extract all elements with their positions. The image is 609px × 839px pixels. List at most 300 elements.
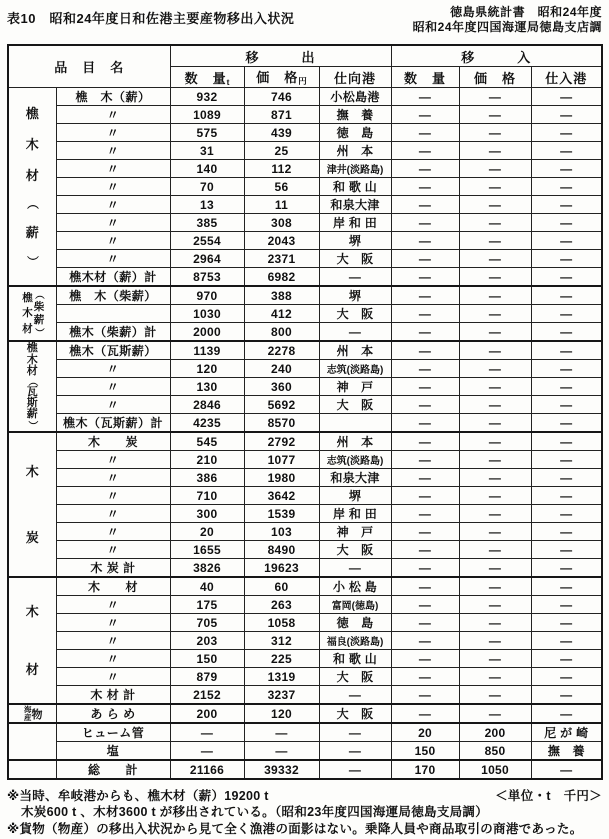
out-quantity-cell: 150 bbox=[170, 650, 244, 668]
out-price-cell: 312 bbox=[244, 632, 319, 650]
out-price-cell: 1980 bbox=[244, 469, 319, 487]
out-quantity-cell: 386 bbox=[170, 469, 244, 487]
in-price-cell: — bbox=[459, 668, 531, 686]
in-price-cell: — bbox=[459, 341, 531, 360]
in-quantity-cell: 170 bbox=[391, 760, 459, 779]
item-name-cell bbox=[56, 305, 170, 323]
table-row bbox=[8, 396, 602, 414]
table-row bbox=[8, 323, 602, 342]
group-label: 樵 木 材 （ 薪 ） bbox=[25, 105, 39, 268]
shipments-table bbox=[7, 44, 603, 780]
in-quantity-cell: 150 bbox=[391, 742, 459, 761]
in-port-cell: — bbox=[531, 487, 602, 505]
out-price-cell: 412 bbox=[244, 305, 319, 323]
out-quantity-cell: 21166 bbox=[170, 760, 244, 779]
out-quantity-cell: 40 bbox=[170, 577, 244, 596]
out-port-cell: 岸 和 田 bbox=[319, 505, 391, 523]
in-quantity-cell: — bbox=[391, 577, 459, 596]
group-label: 木 炭 bbox=[25, 463, 39, 546]
footnote-3: ※貨物（物産）の移出入状況から見て全く漁港の面影はない。乗降人員や商品取引の商港であった。 bbox=[7, 821, 583, 836]
out-quantity-cell: 120 bbox=[170, 360, 244, 378]
out-quantity-cell: 2152 bbox=[170, 686, 244, 705]
in-price-cell: 1050 bbox=[459, 760, 531, 779]
in-quantity-cell: — bbox=[391, 214, 459, 232]
in-port-cell: — bbox=[531, 469, 602, 487]
in-port-cell: — bbox=[531, 432, 602, 451]
in-port-cell: — bbox=[531, 378, 602, 396]
in-port-cell: 尼 が 崎 bbox=[531, 723, 602, 742]
group-label-cell bbox=[8, 760, 56, 779]
item-name-cell: 〃 bbox=[56, 124, 170, 142]
page-title: 表10 昭和24年度日和佐港主要産物移出入状況 bbox=[7, 11, 295, 26]
out-quantity-cell: 932 bbox=[170, 88, 244, 106]
out-price-cell: 19623 bbox=[244, 559, 319, 578]
table-body bbox=[8, 88, 602, 780]
item-name-cell: 〃 bbox=[56, 451, 170, 469]
group-label-cell bbox=[8, 723, 56, 760]
out-port-cell: 州 本 bbox=[319, 432, 391, 451]
group-label: 木 材 bbox=[25, 604, 39, 677]
out-port-cell: 大 阪 bbox=[319, 668, 391, 686]
out-quantity-cell: — bbox=[170, 742, 244, 761]
in-port-cell: — bbox=[531, 268, 602, 287]
header-out-port: 仕向港 bbox=[319, 67, 391, 88]
table-row bbox=[8, 632, 602, 650]
in-price-cell: — bbox=[459, 323, 531, 342]
in-price-cell: — bbox=[459, 487, 531, 505]
item-name-cell: 〃 bbox=[56, 250, 170, 268]
in-quantity-cell: — bbox=[391, 142, 459, 160]
out-quantity-cell: 203 bbox=[170, 632, 244, 650]
in-port-cell: — bbox=[531, 523, 602, 541]
out-price-cell: 800 bbox=[244, 323, 319, 342]
out-price-cell: 3237 bbox=[244, 686, 319, 705]
out-port-cell: 撫 養 bbox=[319, 106, 391, 124]
in-quantity-cell: — bbox=[391, 596, 459, 614]
out-price-cell: 240 bbox=[244, 360, 319, 378]
in-price-cell: — bbox=[459, 541, 531, 559]
in-port-cell: — bbox=[531, 323, 602, 342]
item-name-cell: 樵木（瓦斯薪） bbox=[56, 341, 170, 360]
out-price-cell: — bbox=[244, 742, 319, 761]
out-price-cell: — bbox=[244, 723, 319, 742]
header-outbound-group: 移 出 bbox=[170, 45, 391, 67]
in-quantity-cell: — bbox=[391, 196, 459, 214]
item-name-cell: 〃 bbox=[56, 650, 170, 668]
out-price-cell: 746 bbox=[244, 88, 319, 106]
out-port-cell: 和 歌 山 bbox=[319, 178, 391, 196]
out-port-cell bbox=[319, 414, 391, 433]
in-price-cell: — bbox=[459, 596, 531, 614]
in-quantity-cell: — bbox=[391, 286, 459, 305]
out-quantity-cell: — bbox=[170, 723, 244, 742]
in-price-cell: — bbox=[459, 704, 531, 723]
table-row bbox=[8, 541, 602, 559]
in-quantity-cell: — bbox=[391, 432, 459, 451]
in-port-cell: — bbox=[531, 614, 602, 632]
out-port-cell: 神 戸 bbox=[319, 378, 391, 396]
in-price-cell: — bbox=[459, 124, 531, 142]
out-price-cell: 1058 bbox=[244, 614, 319, 632]
out-port-cell: 堺 bbox=[319, 232, 391, 250]
item-name-cell: ヒューム管 bbox=[56, 723, 170, 742]
out-port-cell: 徳 島 bbox=[319, 124, 391, 142]
in-quantity-cell: — bbox=[391, 305, 459, 323]
group-label-cell bbox=[8, 704, 56, 723]
in-quantity-cell: — bbox=[391, 487, 459, 505]
table-row bbox=[8, 432, 602, 451]
out-price-cell: 8490 bbox=[244, 541, 319, 559]
in-quantity-cell: — bbox=[391, 505, 459, 523]
group-label-cell bbox=[8, 286, 56, 341]
out-quantity-cell: 4235 bbox=[170, 414, 244, 433]
out-price-cell: 308 bbox=[244, 214, 319, 232]
out-quantity-cell: 385 bbox=[170, 214, 244, 232]
in-price-cell: — bbox=[459, 142, 531, 160]
out-port-cell: — bbox=[319, 268, 391, 287]
item-name-cell: 〃 bbox=[56, 487, 170, 505]
in-quantity-cell: — bbox=[391, 704, 459, 723]
out-port-cell: — bbox=[319, 723, 391, 742]
in-price-cell: — bbox=[459, 577, 531, 596]
group-label: 樵 木 材 （ 瓦 斯 薪 ） bbox=[26, 342, 38, 431]
in-price-cell: — bbox=[459, 451, 531, 469]
out-price-cell: 1319 bbox=[244, 668, 319, 686]
header-in-quantity: 数 量 bbox=[391, 67, 459, 88]
source-line-1: 徳島県統計書 昭和24年度 bbox=[450, 5, 602, 19]
out-quantity-cell: 710 bbox=[170, 487, 244, 505]
in-price-cell: — bbox=[459, 286, 531, 305]
out-port-cell: 徳 島 bbox=[319, 614, 391, 632]
in-price-cell: — bbox=[459, 214, 531, 232]
item-name-cell: 〃 bbox=[56, 632, 170, 650]
out-port-cell: — bbox=[319, 742, 391, 761]
in-port-cell: — bbox=[531, 414, 602, 433]
out-port-cell: 大 阪 bbox=[319, 396, 391, 414]
in-port-cell: — bbox=[531, 305, 602, 323]
out-quantity-cell: 2000 bbox=[170, 323, 244, 342]
table-row bbox=[8, 487, 602, 505]
item-name-cell: 木 材 bbox=[56, 577, 170, 596]
out-price-cell: 60 bbox=[244, 577, 319, 596]
in-quantity-cell: — bbox=[391, 523, 459, 541]
out-quantity-cell: 130 bbox=[170, 378, 244, 396]
out-quantity-cell: 3826 bbox=[170, 559, 244, 578]
out-price-cell: 871 bbox=[244, 106, 319, 124]
in-port-cell: — bbox=[531, 160, 602, 178]
item-name-cell: 〃 bbox=[56, 360, 170, 378]
in-price-cell: — bbox=[459, 378, 531, 396]
out-price-cell: 8570 bbox=[244, 414, 319, 433]
out-port-cell: 堺 bbox=[319, 286, 391, 305]
item-name-cell: 樵木（瓦斯薪）計 bbox=[56, 414, 170, 433]
out-port-cell: 和泉大津 bbox=[319, 469, 391, 487]
in-port-cell: — bbox=[531, 686, 602, 705]
in-port-cell: — bbox=[531, 250, 602, 268]
item-name-cell: 〃 bbox=[56, 232, 170, 250]
in-price-cell: — bbox=[459, 432, 531, 451]
item-name-cell: 樵木材（薪）計 bbox=[56, 268, 170, 287]
source-attribution bbox=[413, 5, 602, 35]
out-quantity-cell: 8753 bbox=[170, 268, 244, 287]
in-quantity-cell: 20 bbox=[391, 723, 459, 742]
out-price-cell: 11 bbox=[244, 196, 319, 214]
in-quantity-cell: — bbox=[391, 632, 459, 650]
in-port-cell: — bbox=[531, 505, 602, 523]
item-name-cell: あ ら め bbox=[56, 704, 170, 723]
table-row bbox=[8, 142, 602, 160]
in-quantity-cell: — bbox=[391, 250, 459, 268]
in-price-cell: — bbox=[459, 88, 531, 106]
item-name-cell: 〃 bbox=[56, 378, 170, 396]
out-quantity-cell: 31 bbox=[170, 142, 244, 160]
in-price-cell: — bbox=[459, 414, 531, 433]
out-price-cell: 1077 bbox=[244, 451, 319, 469]
item-name-cell: 樵 木（薪） bbox=[56, 88, 170, 106]
out-price-cell: 2792 bbox=[244, 432, 319, 451]
out-quantity-cell: 2964 bbox=[170, 250, 244, 268]
table-row bbox=[8, 232, 602, 250]
out-quantity-cell: 1139 bbox=[170, 341, 244, 360]
table-row bbox=[8, 668, 602, 686]
in-price-cell: 200 bbox=[459, 723, 531, 742]
table-row bbox=[8, 88, 602, 106]
out-port-cell: — bbox=[319, 559, 391, 578]
in-port-cell: — bbox=[531, 232, 602, 250]
in-port-cell: — bbox=[531, 650, 602, 668]
out-port-cell: 大 阪 bbox=[319, 541, 391, 559]
out-port-cell: 小 松 島 bbox=[319, 577, 391, 596]
in-port-cell: — bbox=[531, 577, 602, 596]
out-price-cell: 2043 bbox=[244, 232, 319, 250]
in-quantity-cell: — bbox=[391, 160, 459, 178]
item-name-cell: 〃 bbox=[56, 214, 170, 232]
out-quantity-cell: 13 bbox=[170, 196, 244, 214]
table-row bbox=[8, 704, 602, 723]
in-quantity-cell: — bbox=[391, 341, 459, 360]
out-price-cell: 2278 bbox=[244, 341, 319, 360]
item-name-cell: 〃 bbox=[56, 160, 170, 178]
in-price-cell: — bbox=[459, 232, 531, 250]
in-price-cell: 850 bbox=[459, 742, 531, 761]
page-header bbox=[7, 5, 602, 35]
out-port-cell: 富岡(徳島) bbox=[319, 596, 391, 614]
in-quantity-cell: — bbox=[391, 396, 459, 414]
table-row bbox=[8, 723, 602, 742]
out-quantity-cell: 140 bbox=[170, 160, 244, 178]
header-in-port: 仕入港 bbox=[531, 67, 602, 88]
out-port-cell: 和泉大津 bbox=[319, 196, 391, 214]
out-quantity-cell: 575 bbox=[170, 124, 244, 142]
out-quantity-cell: 20 bbox=[170, 523, 244, 541]
out-port-cell: 小松島港 bbox=[319, 88, 391, 106]
item-name-cell: 〃 bbox=[56, 523, 170, 541]
out-port-cell: 大 阪 bbox=[319, 250, 391, 268]
out-price-cell: 112 bbox=[244, 160, 319, 178]
table-row bbox=[8, 214, 602, 232]
item-name-cell: 〃 bbox=[56, 668, 170, 686]
in-port-cell: — bbox=[531, 559, 602, 578]
in-price-cell: — bbox=[459, 360, 531, 378]
group-label-cell bbox=[8, 577, 56, 704]
header-out-quantity: 数 量t bbox=[170, 67, 244, 88]
out-quantity-cell: 2554 bbox=[170, 232, 244, 250]
in-port-cell: — bbox=[531, 178, 602, 196]
out-quantity-cell: 545 bbox=[170, 432, 244, 451]
in-port-cell: — bbox=[531, 124, 602, 142]
in-port-cell: — bbox=[531, 760, 602, 779]
table-row bbox=[8, 577, 602, 596]
table-row bbox=[8, 650, 602, 668]
footnote-2: 木炭600 t 、木材3600 t が移出されている。（昭和23年度四国海運局徳島支局調） bbox=[21, 805, 489, 820]
in-port-cell: — bbox=[531, 632, 602, 650]
in-quantity-cell: — bbox=[391, 668, 459, 686]
in-port-cell: — bbox=[531, 451, 602, 469]
in-quantity-cell: — bbox=[391, 650, 459, 668]
table-row bbox=[8, 760, 602, 779]
in-quantity-cell: — bbox=[391, 686, 459, 705]
header-out-price: 価 格円 bbox=[244, 67, 319, 88]
out-port-cell: — bbox=[319, 686, 391, 705]
in-quantity-cell: — bbox=[391, 268, 459, 287]
out-port-cell: 神 戸 bbox=[319, 523, 391, 541]
item-name-cell: 樵木（柴薪）計 bbox=[56, 323, 170, 342]
in-price-cell: — bbox=[459, 614, 531, 632]
out-price-cell: 120 bbox=[244, 704, 319, 723]
out-price-cell: 388 bbox=[244, 286, 319, 305]
in-port-cell: — bbox=[531, 88, 602, 106]
table-row bbox=[8, 196, 602, 214]
group-label: 樵 木 材 （ 柴 薪 ） bbox=[22, 290, 45, 337]
in-price-cell: — bbox=[459, 305, 531, 323]
in-quantity-cell: — bbox=[391, 178, 459, 196]
out-port-cell: 和 歌 山 bbox=[319, 650, 391, 668]
in-price-cell: — bbox=[459, 686, 531, 705]
header-item-name: 品 目 名 bbox=[8, 45, 170, 88]
in-price-cell: — bbox=[459, 650, 531, 668]
in-port-cell: — bbox=[531, 596, 602, 614]
source-line-2: 昭和24年度四国海運局徳島支店調 bbox=[412, 20, 602, 34]
in-price-cell: — bbox=[459, 196, 531, 214]
out-price-cell: 39332 bbox=[244, 760, 319, 779]
table-row bbox=[8, 106, 602, 124]
out-price-cell: 1539 bbox=[244, 505, 319, 523]
table-row bbox=[8, 360, 602, 378]
in-quantity-cell: — bbox=[391, 541, 459, 559]
out-quantity-cell: 705 bbox=[170, 614, 244, 632]
table-row bbox=[8, 268, 602, 287]
table-row bbox=[8, 469, 602, 487]
item-name-cell: 〃 bbox=[56, 142, 170, 160]
out-quantity-cell: 200 bbox=[170, 704, 244, 723]
item-name-cell: 塩 bbox=[56, 742, 170, 761]
in-port-cell: — bbox=[531, 341, 602, 360]
in-port-cell: — bbox=[531, 396, 602, 414]
header-in-price: 価 格 bbox=[459, 67, 531, 88]
group-label: 海 産 物 bbox=[24, 705, 43, 722]
item-name-cell: 木 炭 計 bbox=[56, 559, 170, 578]
in-quantity-cell: — bbox=[391, 451, 459, 469]
item-name-cell: 〃 bbox=[56, 614, 170, 632]
item-name-cell: 木 材 計 bbox=[56, 686, 170, 705]
out-port-cell: 志筑(淡路島) bbox=[319, 360, 391, 378]
in-quantity-cell: — bbox=[391, 88, 459, 106]
out-price-cell: 103 bbox=[244, 523, 319, 541]
table-row bbox=[8, 414, 602, 433]
table-row bbox=[8, 596, 602, 614]
item-name-cell: 〃 bbox=[56, 541, 170, 559]
out-price-cell: 360 bbox=[244, 378, 319, 396]
out-port-cell: 大 阪 bbox=[319, 305, 391, 323]
in-port-cell: — bbox=[531, 196, 602, 214]
in-quantity-cell: — bbox=[391, 232, 459, 250]
in-price-cell: — bbox=[459, 523, 531, 541]
out-price-cell: 2371 bbox=[244, 250, 319, 268]
in-price-cell: — bbox=[459, 178, 531, 196]
in-price-cell: — bbox=[459, 106, 531, 124]
in-price-cell: — bbox=[459, 268, 531, 287]
out-port-cell: 志筑(淡路島) bbox=[319, 451, 391, 469]
table-row bbox=[8, 286, 602, 305]
in-price-cell: — bbox=[459, 160, 531, 178]
out-price-cell: 56 bbox=[244, 178, 319, 196]
header-inbound-group: 移 入 bbox=[391, 45, 602, 67]
out-quantity-cell: 70 bbox=[170, 178, 244, 196]
out-port-cell: 津井(淡路島) bbox=[319, 160, 391, 178]
table-row bbox=[8, 160, 602, 178]
out-port-cell: 福良(淡路島) bbox=[319, 632, 391, 650]
item-name-cell: 〃 bbox=[56, 106, 170, 124]
out-quantity-cell: 970 bbox=[170, 286, 244, 305]
out-port-cell: 州 本 bbox=[319, 142, 391, 160]
out-price-unit: 円 bbox=[298, 76, 307, 86]
out-quantity-unit: t bbox=[226, 76, 230, 87]
in-port-cell: — bbox=[531, 106, 602, 124]
in-port-cell: — bbox=[531, 668, 602, 686]
in-quantity-cell: — bbox=[391, 614, 459, 632]
in-port-cell: — bbox=[531, 704, 602, 723]
unit-note: ＜単位・t 千円＞ bbox=[495, 789, 602, 803]
in-port-cell: 撫 養 bbox=[531, 742, 602, 761]
in-port-cell: — bbox=[531, 541, 602, 559]
table-row bbox=[8, 686, 602, 705]
in-price-cell: — bbox=[459, 559, 531, 578]
footer-notes bbox=[7, 788, 602, 837]
out-price-cell: 6982 bbox=[244, 268, 319, 287]
in-quantity-cell: — bbox=[391, 360, 459, 378]
table-row bbox=[8, 305, 602, 323]
item-name-cell: 〃 bbox=[56, 196, 170, 214]
table-row bbox=[8, 451, 602, 469]
out-price-cell: 5692 bbox=[244, 396, 319, 414]
out-quantity-cell: 1655 bbox=[170, 541, 244, 559]
in-price-cell: — bbox=[459, 250, 531, 268]
in-quantity-cell: — bbox=[391, 469, 459, 487]
item-name-cell: 〃 bbox=[56, 596, 170, 614]
item-name-cell: 〃 bbox=[56, 469, 170, 487]
table-row bbox=[8, 341, 602, 360]
in-price-cell: — bbox=[459, 469, 531, 487]
group-label-cell bbox=[8, 432, 56, 577]
in-price-cell: — bbox=[459, 632, 531, 650]
item-name-cell: 樵 木（柴薪） bbox=[56, 286, 170, 305]
out-port-cell: 堺 bbox=[319, 487, 391, 505]
out-quantity-cell: 1030 bbox=[170, 305, 244, 323]
table-row bbox=[8, 742, 602, 761]
table-row bbox=[8, 378, 602, 396]
table-row bbox=[8, 124, 602, 142]
in-quantity-cell: — bbox=[391, 323, 459, 342]
